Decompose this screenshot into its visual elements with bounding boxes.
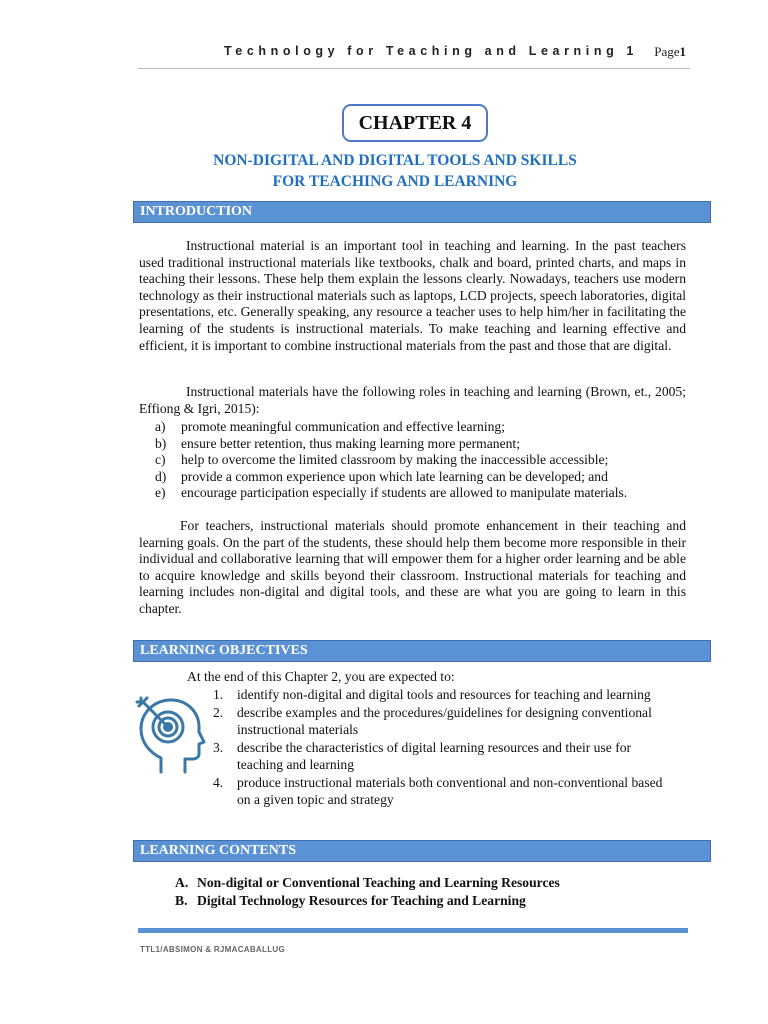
- chapter-label: CHAPTER 4: [342, 104, 488, 142]
- list-text: identify non-digital and digital tools and resources for teaching and learning: [237, 687, 651, 702]
- list-item: [155, 452, 695, 469]
- objectives-list: [213, 686, 663, 809]
- footer-rule: [138, 928, 688, 933]
- list-marker: B.: [175, 892, 188, 908]
- chapter-title-line-1: NON-DIGITAL AND DIGITAL TOOLS AND SKILLS: [213, 152, 577, 169]
- chapter-title-line-2: FOR TEACHING AND LEARNING: [272, 173, 518, 190]
- list-item: [213, 686, 663, 704]
- list-item: [155, 469, 695, 486]
- footer-text: TTL1/ABSIMON & RJMACABALLUG: [140, 945, 285, 954]
- introduction-heading: INTRODUCTION: [133, 201, 711, 223]
- list-marker: c): [155, 452, 166, 468]
- roles-list: [155, 419, 695, 502]
- list-item: [213, 739, 663, 774]
- list-marker: 3.: [213, 739, 224, 755]
- page-label: Page: [654, 44, 680, 59]
- list-item: [155, 436, 695, 453]
- list-item: [175, 892, 560, 910]
- contents-list: [175, 874, 560, 909]
- list-text: ensure better retention, thus making learning more permanent;: [181, 435, 520, 451]
- objectives-intro: At the end of this Chapter 2, you are expected to:: [187, 669, 455, 684]
- intro-paragraph-2: Instructional materials have the following roles in teaching and learning (Brown, et., 2005; Effiong & Igri, 2015):: [139, 384, 686, 416]
- list-text: Non-digital or Conventional Teaching and Learning Resources: [197, 875, 560, 890]
- page-number: 1: [679, 44, 686, 59]
- list-item: [213, 774, 663, 809]
- list-text: promote meaningful communication and effective learning;: [181, 419, 505, 434]
- list-marker: b): [155, 435, 167, 451]
- intro-paragraph-1: Instructional material is an important tool in teaching and learning. In the past teachers used traditional instructional materials like textbooks, chalk and board, printed charts, and maps in teaching their lessons. These help them explain the lessons clearly. Nowadays, teachers use modern technology as their instructional materials such as laptops, LCD projects, speech laboratories, digital presentations, etc. Generally speaking, any resource a teacher uses to help him/her in facilitating the learning of the students is instructional materials. To make teaching and learning effective and efficient, it is important to combine instructional materials from the past and those that are digital.: [139, 238, 687, 353]
- contents-heading: LEARNING CONTENTS: [133, 840, 711, 862]
- list-text: describe examples and the procedures/guidelines for designing conventional instructional materials: [237, 704, 652, 737]
- page-indicator: [654, 44, 686, 60]
- list-text: Digital Technology Resources for Teaching and Learning: [197, 892, 526, 908]
- list-text: help to overcome the limited classroom by making the inaccessible accessible;: [181, 452, 609, 468]
- intro-paragraph-3: For teachers, instructional materials should promote enhancement in their teaching and learning goals. On the part of the students, these should help them become more responsible in their individual and collaborative learning that will empower them for a higher order learning and be able to acquire knowledge and skills beyond their classroom. Instructional materials for teaching and learning includes non-digital and digital tools, and these are what you are going to learn in this chapter.: [139, 518, 686, 616]
- header-title: Technology for Teaching and Learning 1: [224, 44, 638, 58]
- list-text: describe the characteristics of digital learning resources and their use for teaching and learning: [237, 739, 632, 772]
- list-marker: 2.: [213, 704, 224, 720]
- list-text: encourage participation especially if students are allowed to manipulate materials.: [181, 485, 628, 501]
- chapter-title: [130, 150, 660, 192]
- head-target-icon: [131, 692, 207, 776]
- page-header: [138, 40, 690, 69]
- list-item: [175, 874, 560, 892]
- list-text: produce instructional materials both conventional and non-conventional based on a given topic and strategy: [237, 774, 663, 807]
- list-item: [155, 485, 695, 502]
- list-text: provide a common experience upon which late learning can be developed; and: [181, 468, 608, 484]
- list-marker: A.: [175, 875, 189, 890]
- list-marker: d): [155, 468, 167, 484]
- list-marker: e): [155, 485, 166, 501]
- list-item: [213, 704, 663, 739]
- list-marker: a): [155, 419, 166, 434]
- list-marker: 1.: [213, 687, 224, 702]
- list-item: [155, 419, 695, 436]
- objectives-heading: LEARNING OBJECTIVES: [133, 640, 711, 662]
- list-marker: 4.: [213, 774, 224, 790]
